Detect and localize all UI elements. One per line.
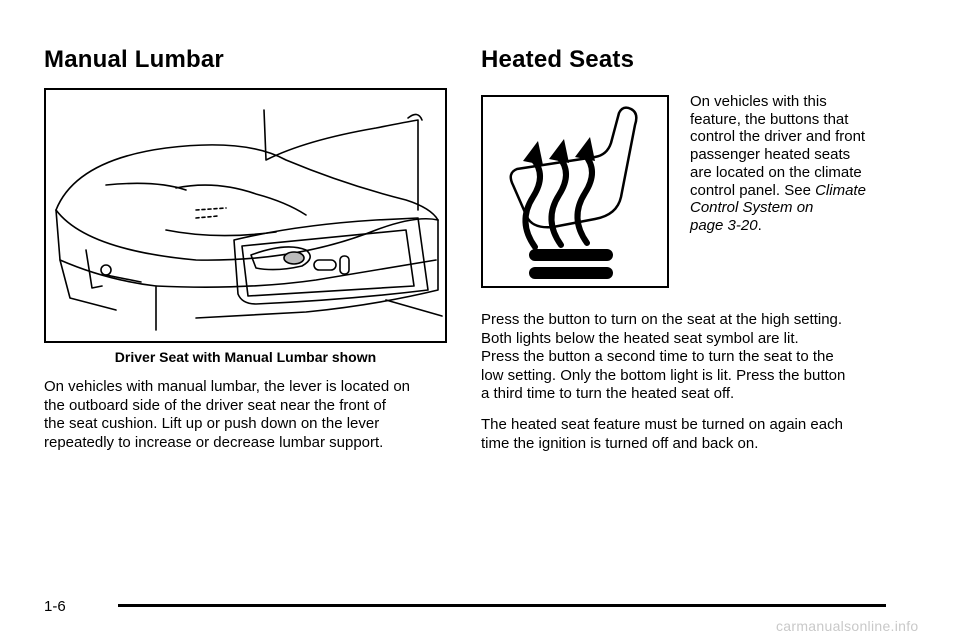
text-line: a third time to turn the heated seat off. xyxy=(481,385,735,402)
text-line: passenger heated seats xyxy=(690,146,851,164)
driver-seat-figure xyxy=(44,88,447,343)
heated-seat-icon xyxy=(483,97,667,286)
text-line: Press the button to turn on the seat at the high setting. xyxy=(481,311,843,328)
text-line: On vehicles with this xyxy=(690,93,827,110)
manual-lumbar-heading: Manual Lumbar xyxy=(44,46,224,73)
driver-seat-illustration xyxy=(46,90,445,341)
text-line: Both lights below the heated seat symbol are lit. xyxy=(481,329,799,347)
climate-control-reference-link[interactable]: Climate xyxy=(815,181,866,199)
text-line: The heated seat feature must be turned on again each xyxy=(481,416,843,433)
watermark: carmanualsonline.info xyxy=(776,618,919,634)
text-line xyxy=(690,182,890,200)
heated-seats-heading: Heated Seats xyxy=(481,46,635,73)
text-line: the seat cushion. Lift up or push down on the lever xyxy=(44,415,380,432)
climate-control-reference-link[interactable]: Control System on xyxy=(690,199,814,217)
footer-rule xyxy=(118,604,886,607)
text-line xyxy=(690,199,890,217)
text-line: time the ignition is turned off and back on. xyxy=(481,434,759,452)
heated-seats-paragraph-3 xyxy=(481,416,921,453)
text-line: low setting. Only the bottom light is lit. Press the button xyxy=(481,366,846,384)
page-number: 1-6 xyxy=(44,598,66,615)
climate-control-reference-link[interactable]: page 3-20 xyxy=(690,216,758,234)
text-line: feature, the buttons that xyxy=(690,110,849,128)
text-line: On vehicles with manual lumbar, the lever is located on xyxy=(44,378,411,395)
text-line xyxy=(690,217,890,235)
text-line: Press the button a second time to turn the seat to the xyxy=(481,348,834,365)
heated-seats-intro xyxy=(690,93,890,235)
heated-seat-symbol-figure xyxy=(481,95,669,288)
figure-caption: Driver Seat with Manual Lumbar shown xyxy=(114,349,377,365)
text-line: control the driver and front xyxy=(690,128,866,146)
text-fragment: . xyxy=(757,216,762,234)
manual-lumbar-paragraph xyxy=(44,378,464,452)
text-line: the outboard side of the driver seat near the front of xyxy=(44,396,386,414)
text-line: repeatedly to increase or decrease lumbar support. xyxy=(44,433,384,451)
text-fragment: control panel. See xyxy=(690,181,816,199)
heated-seats-paragraph-2 xyxy=(481,311,921,404)
text-line: are located on the climate xyxy=(690,163,862,181)
